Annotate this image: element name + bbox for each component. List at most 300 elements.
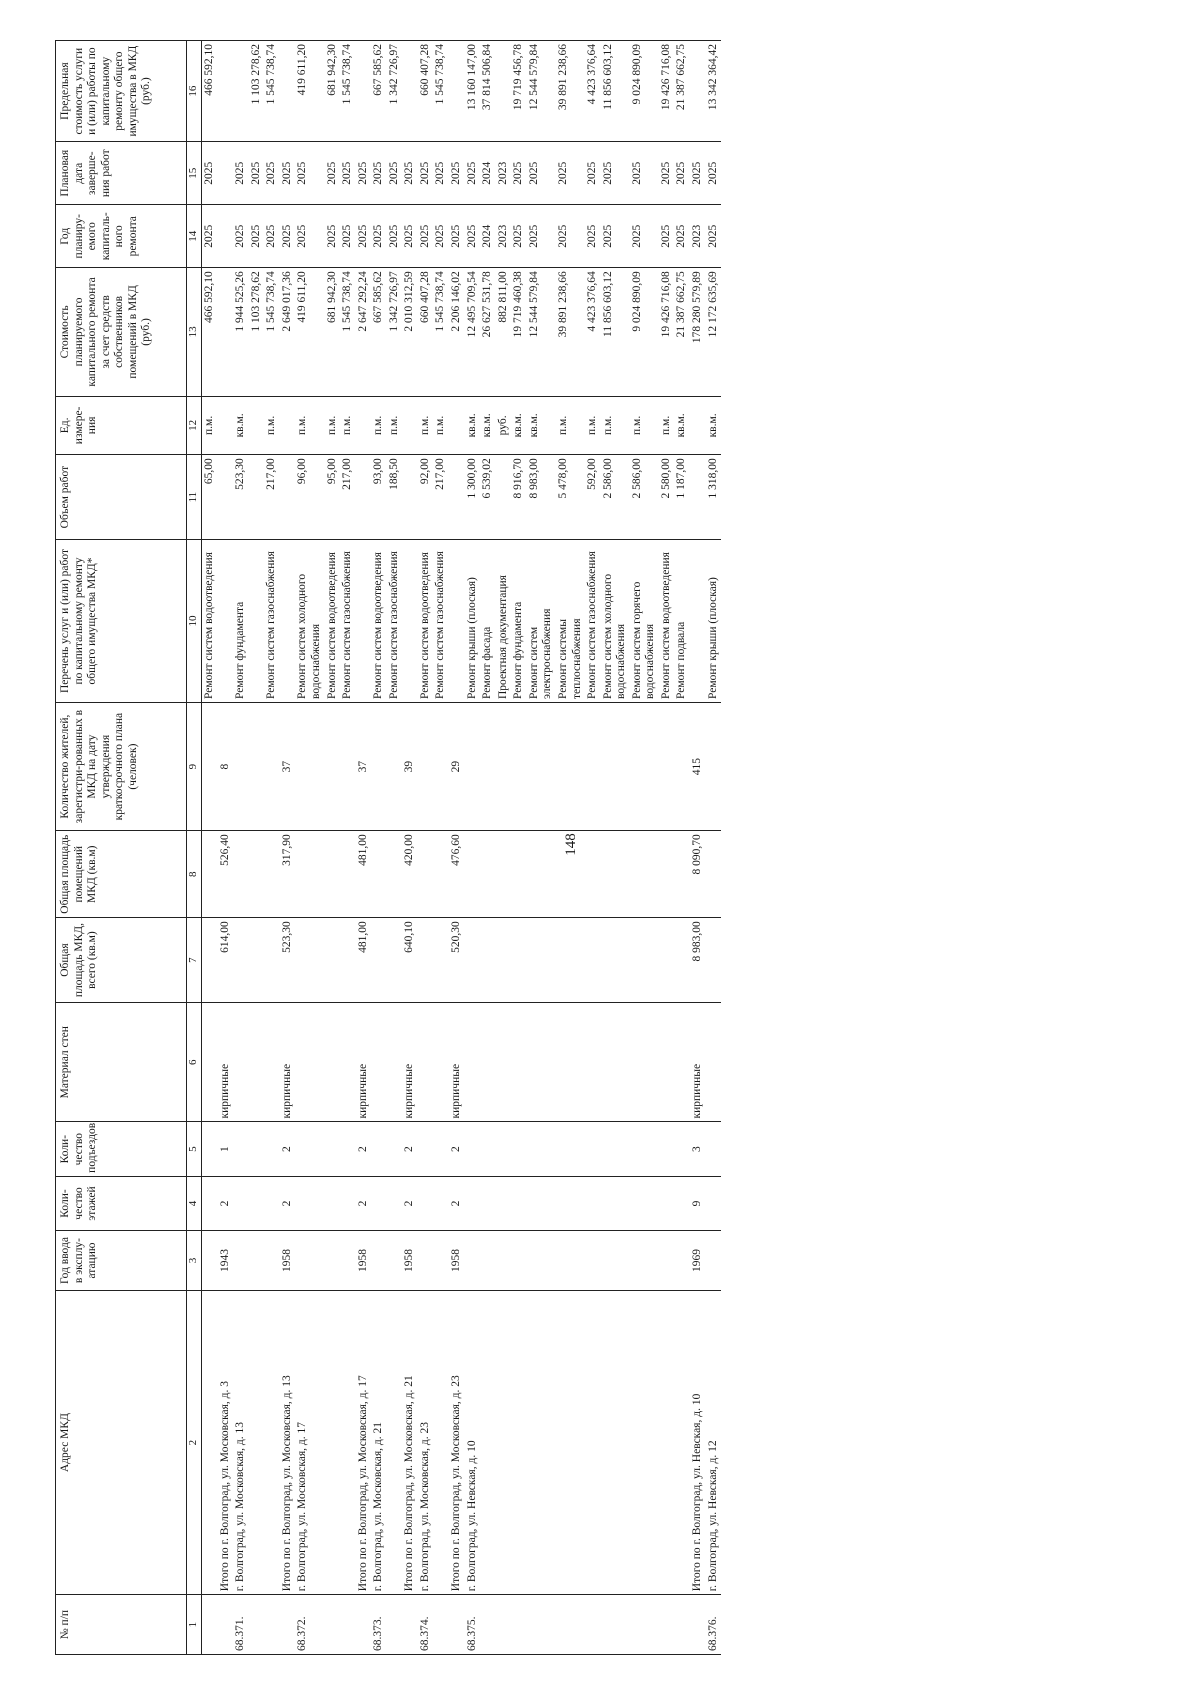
cell-end: 2025: [690, 142, 706, 205]
cell-area: 520,30: [449, 918, 465, 1003]
cell-area-prem: [706, 831, 722, 918]
cell-end: 2025: [418, 142, 434, 205]
cell-entr: [674, 1122, 690, 1176]
cell-vol: 6 539,02: [480, 455, 496, 540]
cell-end: 2025: [264, 142, 280, 205]
cell-entr: [706, 1122, 722, 1176]
header-cell: Стоимость планируемого капитального ремонта за счет средств собственников помещений в МКД (руб.): [56, 268, 187, 396]
cell-num: [340, 1595, 356, 1655]
cell-area: 523,30: [280, 918, 296, 1003]
cell-year: 2024: [480, 205, 496, 268]
total-row: [218, 41, 234, 1655]
cell-floors: [465, 1176, 481, 1230]
cell-entr: [659, 1122, 675, 1176]
cell-area: [233, 918, 249, 1003]
cell-entr: 2: [449, 1122, 465, 1176]
cell-vol: 592,00: [585, 455, 601, 540]
cell-year: 2025: [706, 205, 722, 268]
cell-end: 2025: [387, 142, 403, 205]
cell-year: 2023: [496, 205, 512, 268]
total-row: [356, 41, 372, 1655]
cell-cost: 12 495 709,54: [465, 268, 481, 396]
table-row: [371, 41, 387, 1655]
cell-unit: кв.м.: [511, 396, 527, 455]
cell-unit: [356, 396, 372, 455]
cell-addr: [340, 1290, 356, 1594]
cell-year-built: [659, 1231, 675, 1291]
cell-area-prem: [202, 831, 218, 918]
cell-vol: 2 586,00: [630, 455, 659, 540]
cell-res: [511, 703, 527, 831]
cell-wall: кирпичные: [356, 1002, 372, 1122]
header-row: [56, 41, 187, 1655]
cell-cost: 2 010 312,59: [402, 268, 418, 396]
cell-num: 68.376.: [706, 1595, 722, 1655]
cell-limit: 37 814 506,84: [480, 41, 496, 142]
column-number: 10: [187, 539, 202, 702]
column-number: 12: [187, 396, 202, 455]
cell-floors: [202, 1176, 218, 1230]
cell-entr: [340, 1122, 356, 1176]
cell-end: 2023: [496, 142, 512, 205]
cell-vol: 92,00: [418, 455, 434, 540]
cell-limit: 13 342 364,42: [706, 41, 722, 142]
cell-entr: [585, 1122, 601, 1176]
header-cell: Материал стен: [56, 1002, 187, 1122]
cell-work: Ремонт систем водоотведения: [325, 539, 341, 702]
cell-entr: [387, 1122, 403, 1176]
cell-cost: 12 172 635,69: [706, 268, 722, 396]
cell-num: [218, 1595, 234, 1655]
cell-cost: 2 647 292,24: [356, 268, 372, 396]
cell-end: 2025: [659, 142, 675, 205]
cell-unit: руб.: [496, 396, 512, 455]
cell-limit: [449, 41, 465, 142]
cell-area-prem: 526,40: [218, 831, 234, 918]
cell-num: 68.375.: [465, 1595, 481, 1655]
cell-limit: 12 544 579,84: [527, 41, 556, 142]
cell-work: [280, 539, 296, 702]
cell-area-prem: [465, 831, 481, 918]
table-row: [585, 41, 601, 1655]
cell-res: 37: [356, 703, 372, 831]
cell-area-prem: 8 090,70: [690, 831, 706, 918]
cell-floors: [387, 1176, 403, 1230]
cell-res: [706, 703, 722, 831]
cell-limit: [233, 41, 249, 142]
table-row: [433, 41, 449, 1655]
cell-vol: 93,00: [371, 455, 387, 540]
total-row: [690, 41, 706, 1655]
column-number: 2: [187, 1290, 202, 1594]
cell-cost: 39 891 238,66: [556, 268, 585, 396]
cell-res: [387, 703, 403, 831]
cell-res: [249, 703, 265, 831]
cell-vol: 217,00: [264, 455, 280, 540]
cell-wall: [295, 1002, 324, 1122]
cell-entr: [480, 1122, 496, 1176]
cell-work: Ремонт фасада: [480, 539, 496, 702]
cell-entr: [556, 1122, 585, 1176]
cell-addr: г. Волгоград, ул. Московская, д. 13: [233, 1290, 249, 1594]
cell-addr: г. Волгоград, ул. Московская, д. 17: [295, 1290, 324, 1594]
cell-floors: [371, 1176, 387, 1230]
cell-year: 2025: [371, 205, 387, 268]
cell-limit: 1 545 738,74: [340, 41, 356, 142]
cell-entr: [233, 1122, 249, 1176]
cell-num: 68.372.: [295, 1595, 324, 1655]
cell-floors: [659, 1176, 675, 1230]
cell-floors: [511, 1176, 527, 1230]
cell-entr: [371, 1122, 387, 1176]
cell-addr: Итого по г. Волгоград, ул. Московская, д. 13: [280, 1290, 296, 1594]
cell-res: [233, 703, 249, 831]
cell-vol: [496, 455, 512, 540]
table-row: [527, 41, 556, 1655]
cell-area: [556, 918, 585, 1003]
cell-year-built: 1958: [280, 1231, 296, 1291]
cell-year: 2025: [527, 205, 556, 268]
cell-work: Ремонт систем водоотведения: [202, 539, 218, 702]
cell-entr: [325, 1122, 341, 1176]
cell-limit: [496, 41, 512, 142]
cell-entr: [511, 1122, 527, 1176]
cell-year-built: [325, 1231, 341, 1291]
table-row: [630, 41, 659, 1655]
cell-wall: [480, 1002, 496, 1122]
table-row: [295, 41, 324, 1655]
cell-addr: [556, 1290, 585, 1594]
cell-res: 415: [690, 703, 706, 831]
cell-res: [601, 703, 630, 831]
cell-wall: кирпичные: [218, 1002, 234, 1122]
cell-cost: 12 544 579,84: [527, 268, 556, 396]
cell-num: [249, 1595, 265, 1655]
cell-year-built: 1969: [690, 1231, 706, 1291]
cell-wall: [387, 1002, 403, 1122]
cell-addr: [659, 1290, 675, 1594]
cell-area: [465, 918, 481, 1003]
cell-cost: 2 206 146,02: [449, 268, 465, 396]
cell-floors: 2: [356, 1176, 372, 1230]
cell-num: [690, 1595, 706, 1655]
cell-area-prem: [418, 831, 434, 918]
cell-wall: [706, 1002, 722, 1122]
cell-limit: [690, 41, 706, 142]
cell-area-prem: [585, 831, 601, 918]
cell-year-built: 1958: [402, 1231, 418, 1291]
cell-cost: 882 811,00: [496, 268, 512, 396]
cell-wall: [202, 1002, 218, 1122]
cell-addr: г. Волгоград, ул. Московская, д. 23: [418, 1290, 434, 1594]
cell-year: 2025: [280, 205, 296, 268]
cell-floors: [325, 1176, 341, 1230]
cell-area-prem: [527, 831, 556, 918]
cell-floors: 9: [690, 1176, 706, 1230]
table-row: [659, 41, 675, 1655]
cell-end: 2025: [585, 142, 601, 205]
cell-vol: [280, 455, 296, 540]
cell-area: [371, 918, 387, 1003]
cell-area-prem: 420,00: [402, 831, 418, 918]
cell-year: 2025: [356, 205, 372, 268]
cell-entr: [433, 1122, 449, 1176]
cell-res: [418, 703, 434, 831]
cell-addr: [433, 1290, 449, 1594]
table-row: [418, 41, 434, 1655]
cell-work: Ремонт систем газоснабжения: [585, 539, 601, 702]
cell-year: 2025: [233, 205, 249, 268]
cell-res: [585, 703, 601, 831]
cell-wall: [264, 1002, 280, 1122]
cell-num: [630, 1595, 659, 1655]
cell-limit: 1 103 278,62: [249, 41, 265, 142]
cell-vol: 217,00: [433, 455, 449, 540]
cell-area-prem: [264, 831, 280, 918]
cell-work: [218, 539, 234, 702]
cell-res: [295, 703, 324, 831]
cell-area: 640,10: [402, 918, 418, 1003]
cell-num: [387, 1595, 403, 1655]
cell-unit: п.м.: [659, 396, 675, 455]
cell-addr: Итого по г. Волгоград, ул. Московская, д. 21: [402, 1290, 418, 1594]
cell-area-prem: [340, 831, 356, 918]
cell-vol: [356, 455, 372, 540]
cell-unit: п.м.: [264, 396, 280, 455]
total-row: [280, 41, 296, 1655]
cell-vol: 188,50: [387, 455, 403, 540]
cell-unit: п.м.: [371, 396, 387, 455]
cell-area-prem: 481,00: [356, 831, 372, 918]
cell-floors: [556, 1176, 585, 1230]
cell-floors: [295, 1176, 324, 1230]
cell-work: Ремонт систем холодного водоснабжения: [601, 539, 630, 702]
cell-area: [387, 918, 403, 1003]
cell-res: 29: [449, 703, 465, 831]
cell-cost: [218, 268, 234, 396]
cell-addr: [249, 1290, 265, 1594]
cell-cost: 667 585,62: [371, 268, 387, 396]
cell-vol: 523,30: [233, 455, 249, 540]
column-number: 9: [187, 703, 202, 831]
cell-entr: [202, 1122, 218, 1176]
column-number: 13: [187, 268, 202, 396]
cell-num: [402, 1595, 418, 1655]
cell-year: 2025: [630, 205, 659, 268]
cell-area-prem: [659, 831, 675, 918]
column-number-row: [187, 41, 202, 1655]
cell-limit: [402, 41, 418, 142]
cell-year-built: [527, 1231, 556, 1291]
cell-work: Ремонт систем электроснабжения: [527, 539, 556, 702]
cell-end: 2025: [202, 142, 218, 205]
cell-res: [480, 703, 496, 831]
cell-area-prem: [325, 831, 341, 918]
header-cell: Общая площадь МКД, всего (кв.м): [56, 918, 187, 1003]
cell-num: [264, 1595, 280, 1655]
cell-unit: п.м.: [601, 396, 630, 455]
cell-addr: Итого по г. Волгоград, ул. Московская, д. 17: [356, 1290, 372, 1594]
cell-limit: [280, 41, 296, 142]
cell-year: 2025: [202, 205, 218, 268]
cell-unit: п.м.: [418, 396, 434, 455]
cell-work: Ремонт крыши (плоская): [706, 539, 722, 702]
cell-num: [480, 1595, 496, 1655]
cell-wall: кирпичные: [402, 1002, 418, 1122]
cell-wall: [511, 1002, 527, 1122]
cell-entr: 2: [356, 1122, 372, 1176]
cell-work: Ремонт систем газоснабжения: [264, 539, 280, 702]
cell-floors: [264, 1176, 280, 1230]
cell-end: 2025: [233, 142, 249, 205]
cell-year: 2025: [295, 205, 324, 268]
cell-unit: [690, 396, 706, 455]
table-row: [480, 41, 496, 1655]
cell-addr: [325, 1290, 341, 1594]
cell-work: Ремонт подвала: [674, 539, 690, 702]
cell-wall: [340, 1002, 356, 1122]
cell-unit: кв.м.: [527, 396, 556, 455]
cell-area: [601, 918, 630, 1003]
cell-end: 2025: [280, 142, 296, 205]
cell-floors: [480, 1176, 496, 1230]
cell-year-built: [340, 1231, 356, 1291]
cell-work: [249, 539, 265, 702]
cell-end: 2025: [340, 142, 356, 205]
cell-end: 2025: [433, 142, 449, 205]
cell-addr: Итого по г. Волгоград, ул. Невская, д. 10: [690, 1290, 706, 1594]
table-row: [674, 41, 690, 1655]
cell-res: 39: [402, 703, 418, 831]
cell-area: [264, 918, 280, 1003]
cell-area: [496, 918, 512, 1003]
cell-end: 2025: [511, 142, 527, 205]
cell-year: 2025: [659, 205, 675, 268]
cell-year: 2025: [601, 205, 630, 268]
cell-wall: [674, 1002, 690, 1122]
cell-unit: п.м.: [387, 396, 403, 455]
table-row: [511, 41, 527, 1655]
table-row: [465, 41, 481, 1655]
cell-area-prem: [233, 831, 249, 918]
cell-limit: 19 426 716,08: [659, 41, 675, 142]
cell-wall: [325, 1002, 341, 1122]
cell-end: 2025: [325, 142, 341, 205]
cell-work: Проектная документация: [496, 539, 512, 702]
cell-unit: п.м.: [630, 396, 659, 455]
cell-unit: [449, 396, 465, 455]
table-row: [556, 41, 585, 1655]
cell-area: [511, 918, 527, 1003]
cell-area: [527, 918, 556, 1003]
cell-end: 2025: [674, 142, 690, 205]
cell-area-prem: [556, 831, 585, 918]
cell-num: [325, 1595, 341, 1655]
cell-work: [402, 539, 418, 702]
cell-unit: кв.м.: [480, 396, 496, 455]
cell-limit: 1 545 738,74: [433, 41, 449, 142]
cell-end: 2024: [480, 142, 496, 205]
cell-end: 2025: [465, 142, 481, 205]
cell-res: [630, 703, 659, 831]
cell-limit: 660 407,28: [418, 41, 434, 142]
header-cell: Ед. измере-ния: [56, 396, 187, 455]
cell-floors: 2: [280, 1176, 296, 1230]
table-row: [340, 41, 356, 1655]
cell-area: [418, 918, 434, 1003]
cell-num: [556, 1595, 585, 1655]
cell-area-prem: [496, 831, 512, 918]
cell-end: [218, 142, 234, 205]
cell-wall: [659, 1002, 675, 1122]
cell-cost: 4 423 376,64: [585, 268, 601, 396]
cell-addr: [511, 1290, 527, 1594]
cell-area-prem: [295, 831, 324, 918]
cell-area-prem: 317,90: [280, 831, 296, 918]
cell-end: 2025: [527, 142, 556, 205]
cell-wall: кирпичные: [449, 1002, 465, 1122]
cell-entr: [264, 1122, 280, 1176]
cell-year: 2025: [556, 205, 585, 268]
cell-cost: 1 342 726,97: [387, 268, 403, 396]
cell-res: [340, 703, 356, 831]
cell-vol: [690, 455, 706, 540]
cell-work: Ремонт систем газоснабжения: [433, 539, 449, 702]
cell-num: [433, 1595, 449, 1655]
cell-floors: 2: [218, 1176, 234, 1230]
cell-work: [356, 539, 372, 702]
cell-area-prem: [674, 831, 690, 918]
cell-num: 68.373.: [371, 1595, 387, 1655]
cell-floors: 2: [402, 1176, 418, 1230]
cell-num: [449, 1595, 465, 1655]
table-row: [249, 41, 265, 1655]
cell-unit: кв.м.: [706, 396, 722, 455]
cell-area: [480, 918, 496, 1003]
cell-floors: [418, 1176, 434, 1230]
column-number: 4: [187, 1176, 202, 1230]
cell-res: 8: [218, 703, 234, 831]
cell-addr: [480, 1290, 496, 1594]
cell-vol: 65,00: [202, 455, 218, 540]
cell-wall: [371, 1002, 387, 1122]
cell-vol: 95,00: [325, 455, 341, 540]
total-row: [449, 41, 465, 1655]
cell-year: 2025: [449, 205, 465, 268]
cell-res: [659, 703, 675, 831]
cell-wall: [418, 1002, 434, 1122]
cell-work: [690, 539, 706, 702]
header-cell: Плановая дата заверше-ния работ: [56, 142, 187, 205]
cell-vol: 217,00: [340, 455, 356, 540]
column-number: 1: [187, 1595, 202, 1655]
header-cell: Год планиру-емого капиталь-ного ремонта: [56, 205, 187, 268]
cell-area-prem: [433, 831, 449, 918]
cell-entr: 2: [280, 1122, 296, 1176]
cell-area: 8 983,00: [690, 918, 706, 1003]
cell-entr: [527, 1122, 556, 1176]
cell-vol: 5 478,00: [556, 455, 585, 540]
cell-res: [433, 703, 449, 831]
table-row: [202, 41, 218, 1655]
cell-floors: [249, 1176, 265, 1230]
cell-floors: [340, 1176, 356, 1230]
cell-vol: 1 318,00: [706, 455, 722, 540]
cell-entr: [630, 1122, 659, 1176]
page-number: 148: [562, 833, 579, 856]
cell-res: [371, 703, 387, 831]
cell-addr: [202, 1290, 218, 1594]
